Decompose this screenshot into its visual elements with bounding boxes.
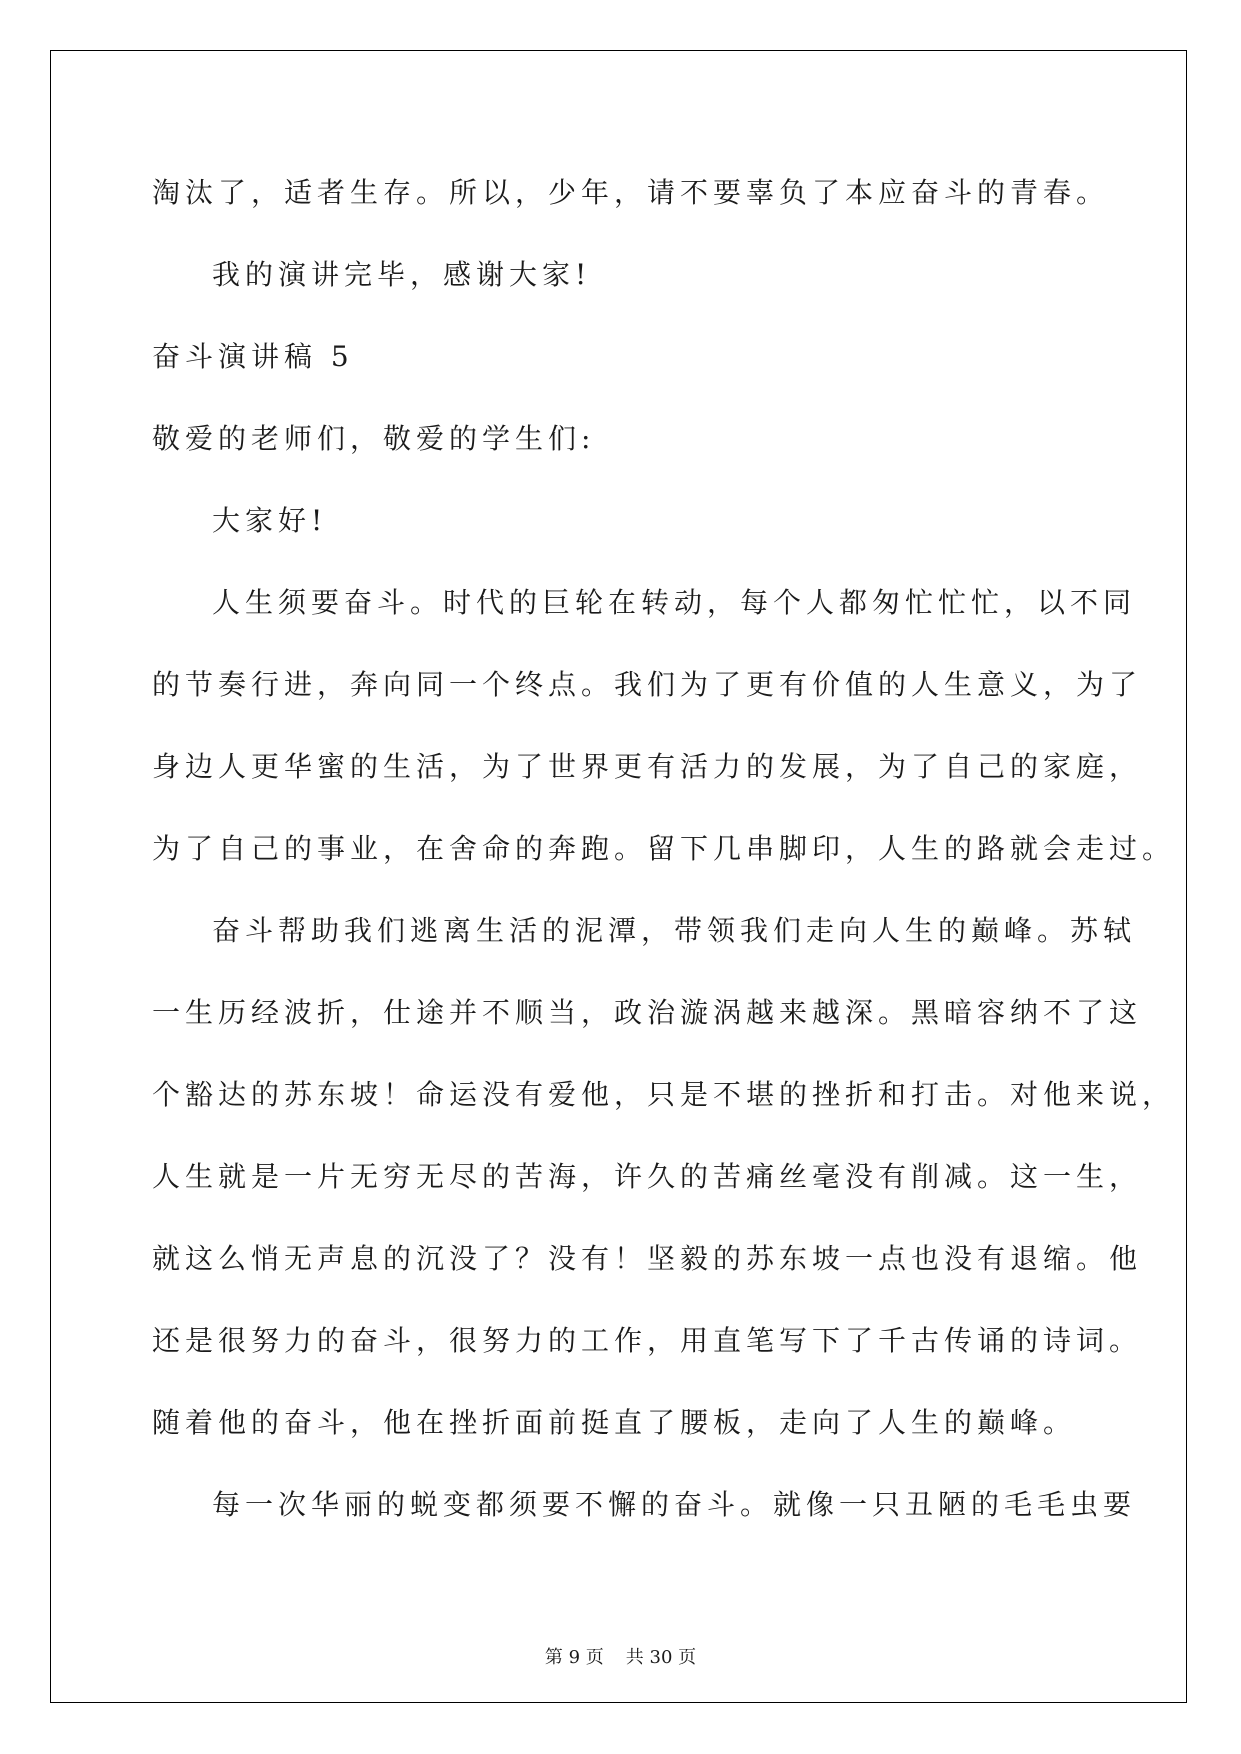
text-line: 我的演讲完毕，感谢大家!: [212, 258, 592, 291]
text-line: 还是很努力的奋斗，很努力的工作，用直笔写下了千古传诵的诗词。: [152, 1324, 1143, 1357]
page-number: 第 9 页: [544, 1647, 604, 1668]
section-title: 奋斗演讲稿 5: [152, 340, 354, 373]
salutation: 敬爱的老师们，敬爱的学生们:: [152, 422, 596, 455]
text-line: 人生须要奋斗。时代的巨轮在转动，每个人都匆忙忙忙，以不同: [212, 586, 1137, 619]
text-line: 人生就是一片无穷无尽的苦海，许久的苦痛丝毫没有削减。这一生，: [152, 1160, 1143, 1193]
greeting: 大家好!: [212, 504, 328, 537]
text-line: 随着他的奋斗，他在挫折面前挺直了腰板，走向了人生的巅峰。: [152, 1406, 1077, 1439]
page-footer: [0, 1646, 1241, 1670]
text-line: 为了自己的事业，在舍命的奔跑。留下几串脚印，人生的路就会走过。: [152, 832, 1176, 865]
page-border: [50, 50, 1187, 1703]
text-line: 的节奏行进，奔向同一个终点。我们为了更有价值的人生意义，为了: [152, 668, 1143, 701]
text-line: 就这么悄无声息的沉没了？没有！坚毅的苏东坡一点也没有退缩。他: [152, 1242, 1143, 1275]
text-line: 一生历经波折，仕途并不顺当，政治漩涡越来越深。黑暗容纳不了这: [152, 996, 1143, 1029]
text-line: 身边人更华蜜的生活，为了世界更有活力的发展，为了自己的家庭，: [152, 750, 1143, 783]
page-total: 共 30 页: [625, 1647, 697, 1668]
text-line: 奋斗帮助我们逃离生活的泥潭，带领我们走向人生的巅峰。苏轼: [212, 914, 1137, 947]
text-line: 每一次华丽的蜕变都须要不懈的奋斗。就像一只丑陋的毛毛虫要: [212, 1488, 1137, 1521]
text-line: 淘汰了，适者生存。所以，少年，请不要辜负了本应奋斗的青春。: [152, 176, 1110, 209]
text-line: 个豁达的苏东坡！命运没有爱他，只是不堪的挫折和打击。对他来说，: [152, 1078, 1176, 1111]
